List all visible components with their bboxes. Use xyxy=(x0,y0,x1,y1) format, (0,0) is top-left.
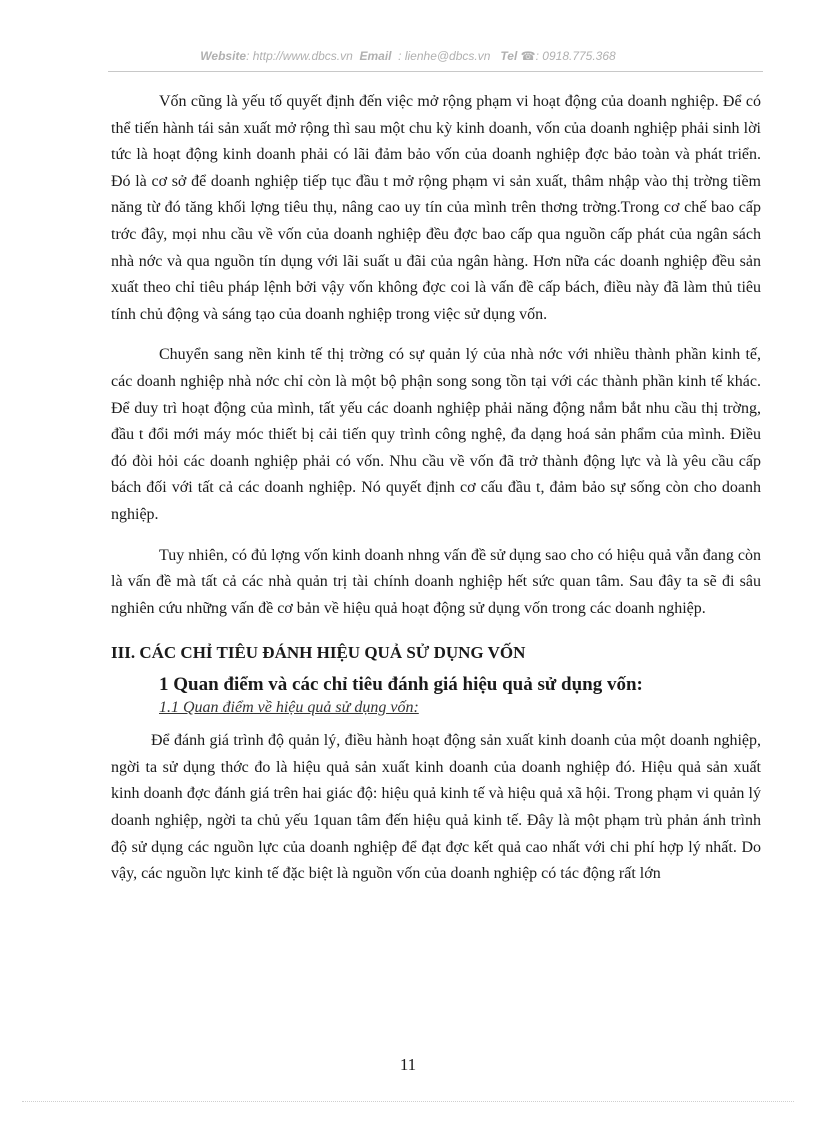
subsection-heading: 1 Quan điểm và các chỉ tiêu đánh giá hiệu quả sử dụng vốn: xyxy=(159,674,643,696)
footer-divider xyxy=(22,1101,794,1102)
website-label: Website xyxy=(200,49,247,63)
section-heading: III. CÁC CHỈ TIÊU ĐÁNH HIỆU QUẢ SỬ DỤNG VỐN xyxy=(111,643,526,663)
tel-value: : 0918.775.368 xyxy=(535,49,616,63)
page-number: 11 xyxy=(399,1055,417,1074)
paragraph-3: Tuy nhiên, có đủ lợng vốn kinh doanh nhng vấn đề sử dụng sao cho có hiệu quả vẫn đang còn là vấn đề mà tất cả các nhà quản trị tài chính doanh nghiệp hết sức quan tâm. Sau đây ta sẽ đi sâu nghiên cứu những vấn đề cơ bản về hiệu quả hoạt động sử dụng vốn trong các doanh nghiệp. xyxy=(111,546,761,617)
paragraph-2: Chuyển sang nền kinh tế thị trờng có sự quản lý của nhà nớc với nhiều thành phần kinh tế, các doanh nghiệp nhà nớc chỉ còn là một bộ phận song song tồn tại với các thành phần kinh tế khác. Để duy trì hoạt động của mình, tất yếu các doanh nghiệp phải năng động nắm bắt nhu cầu thị trờng, đầu t đổi mới máy móc thiết bị cải tiến quy trình công nghệ, đa dạng hoá sản phẩm của mình. Điều đó đòi hỏi các doanh nghiệp phải có vốn. Nhu cầu về vốn đã trở thành động lực và là yêu cầu cấp bách đối với tất cả các doanh nghiệp. Nó quyết định cơ cấu đầu t, đảm bảo sự sống còn cho doanh nghiệp. xyxy=(111,346,761,523)
paragraph-4: Để đánh giá trình độ quản lý, điều hành hoạt động sản xuất kinh doanh của một doanh nghiệp, ngời ta sử dụng thớc đo là hiệu quả sản xuất kinh doanh của doanh nghiệp đó. Hiệu quả sản xuất kinh doanh đợc đánh giá trên hai giác độ: hiệu quả kinh tế và hiệu quả xã hội. Trong phạm vi quản lý doanh nghiệp, ngời ta chủ yếu 1quan tâm đến hiệu quả kinh tế. Đây là một phạm trù phản ánh trình độ sử dụng các nguồn lực của doanh nghiệp để đạt đợc kết quả cao nhất với chi phí hợp lý nhất. Do vậy, các nguồn lực kinh tế đặc biệt là nguồn vốn của doanh nghiệp có tác động rất lớn xyxy=(111,732,761,883)
page-header xyxy=(0,49,816,63)
email-value[interactable]: : lienhe@dbcs.vn xyxy=(398,49,491,63)
header-divider xyxy=(108,71,763,72)
paragraph-1: Vốn cũng là yếu tố quyết định đến việc mở rộng phạm vi hoạt động của doanh nghiệp. Để có thể tiến hành tái sản xuất mở rộng thì sau một chu kỳ kinh doanh, vốn của doanh nghiệp phải sinh lời tức là hoạt động kinh doanh phải có lãi đảm bảo vốn của doanh nghiệp đợc bảo toàn và phát triển. Đó là cơ sở để doanh nghiệp tiếp tục đầu t mở rộng phạm vi sản xuất, thâm nhập vào thị trờng tiềm năng từ đó tăng khối lợng tiêu thụ, nâng cao uy tín của mình trên thơng trờng.Trong cơ chế bao cấp trớc đây, mọi nhu cầu về vốn của doanh nghiệp đều đợc bao cấp qua nguồn cấp phát của ngân sách nhà nớc và qua nguồn tín dụng với lãi suất u đãi của ngân hàng. Hơn nữa các doanh nghiệp đều sản xuất theo chỉ tiêu pháp lệnh bởi vậy vốn không đợc coi là vấn đề cấp bách, điều này đã làm thủ tiêu tính chủ động và sáng tạo của doanh nghiệp trong việc sử dụng vốn. xyxy=(111,93,761,323)
subsubsection-heading: 1.1 Quan điểm về hiệu quả sử dụng vốn: xyxy=(159,699,419,717)
document-body xyxy=(111,89,761,902)
tel-label: Tel xyxy=(500,49,518,63)
email-label: Email xyxy=(359,49,392,63)
website-value[interactable]: : http://www.dbcs.vn xyxy=(246,49,353,63)
phone-icon: ☎ xyxy=(520,49,536,63)
